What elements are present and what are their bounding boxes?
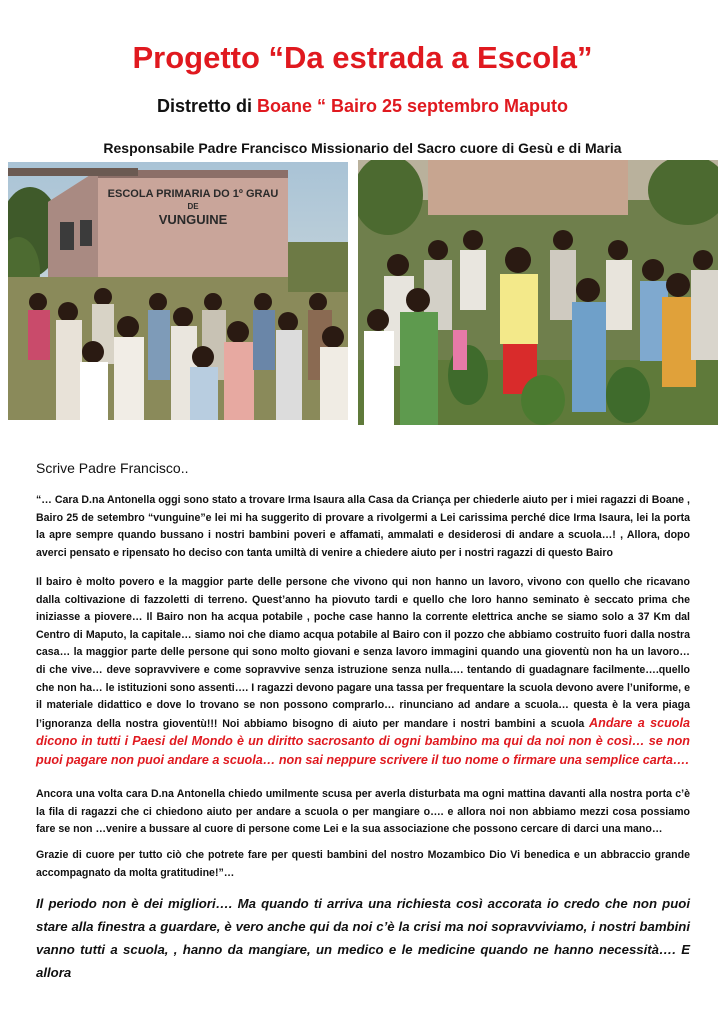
page-title: Progetto “Da estrada a Escola” (132, 40, 593, 75)
paragraph-1: “… Cara D.na Antonella oggi sono stato a trovare Irma Isaura alla Casa da Criança per chiederle aiuto per i miei ragazzi di Boane , Bairo 25 de setembro “vunguine”e lei mi ha suggerito di provare a rivolgermi a Lei carissima perché dice Irma Isaura, lei la porta la apre sempre quando bussano i nostri bambini poveri e affamati, ammalati e desiderosi di andare a scuola…! , Allora, dopo averci pensato e ripensato ho deciso con tanta umiltà di venire a chiedere aiuto per i nostri ragazzi di questo Bairo (36, 494, 690, 559)
responsible-line: Responsabile Padre Francisco Missionario del Sacro cuore di Gesù e di Maria (103, 140, 622, 156)
paragraph-3: Ancora una volta cara D.na Antonella chiedo umilmente scusa per averla disturbata ma ogni mattina davanti alla nostra porta c’è la fila di ragazzi che ci chiedono aiuto per andare a scuola o per mangiare o…. e allora noi non abbiamo mezzi cosa possiamo fare se non …venire a bussare al cuore di persone come Lei e la sua associazione che possono cercare di darci una mano… (36, 788, 690, 836)
school-building-photo (8, 162, 348, 420)
sign-line-1: ESCOLA PRIMARIA DO 1º GRAU (107, 188, 279, 200)
paragraph-4: Grazie di cuore per tutto ciò che potrete fare per questi bambini del nostro Mozambico Dio Vi benedica e un abbraccio grande accompagnato da molta gratitudine!”… (36, 849, 690, 879)
paragraph-2-emphasis: Andare a scuola dicono in tutti i Paesi del Mondo è un diritto sacrosanto di ogni bambino ma qui da noi non è così… se non puoi pagare non puoi andare a scuola… non sai neppure scrivere il tuo nome o firmare una semplice carta…. (36, 715, 690, 767)
paragraph-2 (36, 574, 690, 771)
school-building-illustration (8, 162, 348, 420)
children-group-photo (358, 160, 718, 425)
district-label: Distretto di (156, 96, 252, 116)
intro-line: Scrive Padre Francisco.. (36, 460, 189, 476)
district-line (0, 96, 725, 117)
sign-line-3: VUNGUINE (158, 212, 228, 227)
district-value: Boane “ Bairo 25 septembro Maputo (256, 96, 569, 116)
closing-paragraph: Il periodo non è dei migliori…. Ma quando ti arriva una richiesta così accorata io credo che non puoi stare alla finestra a guardare, è vero anche qui da noi c’è la crisi ma noi sopravviviamo, i nostri bambini vanno tutti a scuola, , hanno da mangiare, un medico e le medicine quando ne hanno necessità…. E allora (36, 896, 690, 980)
children-group-illustration (358, 160, 718, 425)
paragraph-2-text: Il bairo è molto povero e la maggior parte delle persone che vivono qui non hanno un lavoro, vivono con quello che ricavano dalla coltivazione di fazzoletti di terreno. Quest’anno ha piovuto tardi e quello che loro hanno seminato è seccato prima che iniziasse a piovere… Il Bairo non ha acqua potabile , poche case hanno la corrente elettrica anche se siamo solo a 37 Km dal Centro di Maputo, la capitale… siamo noi che diamo acqua potabile al Bairo con il pozzo che abbiamo costruito fuori dalla nostra casa… la maggior parte delle persone qui sono molto giovani e senza lavoro immagini quando una gioventù non ha un lavoro… di che vive… deve sopravvivere e come sopravvive senza istruzione senza nulla…. tentando di guadagnare facilmente….quello che non ha… le istituzioni sono assenti…. I ragazzi devono pagare una tassa per frequentare la scuola devono avere l’uniforme, e il materiale didattico e dove lo trovano se non possono comprarlo… rinunciano ad andare a scuola… questa è la vera piaga l’ignoranza della nostra gioventù!!! Noi abbiamo bisogno di aiuto per mandare i nostri bambini a scuola (36, 576, 690, 730)
sign-line-2: DE (187, 202, 199, 211)
